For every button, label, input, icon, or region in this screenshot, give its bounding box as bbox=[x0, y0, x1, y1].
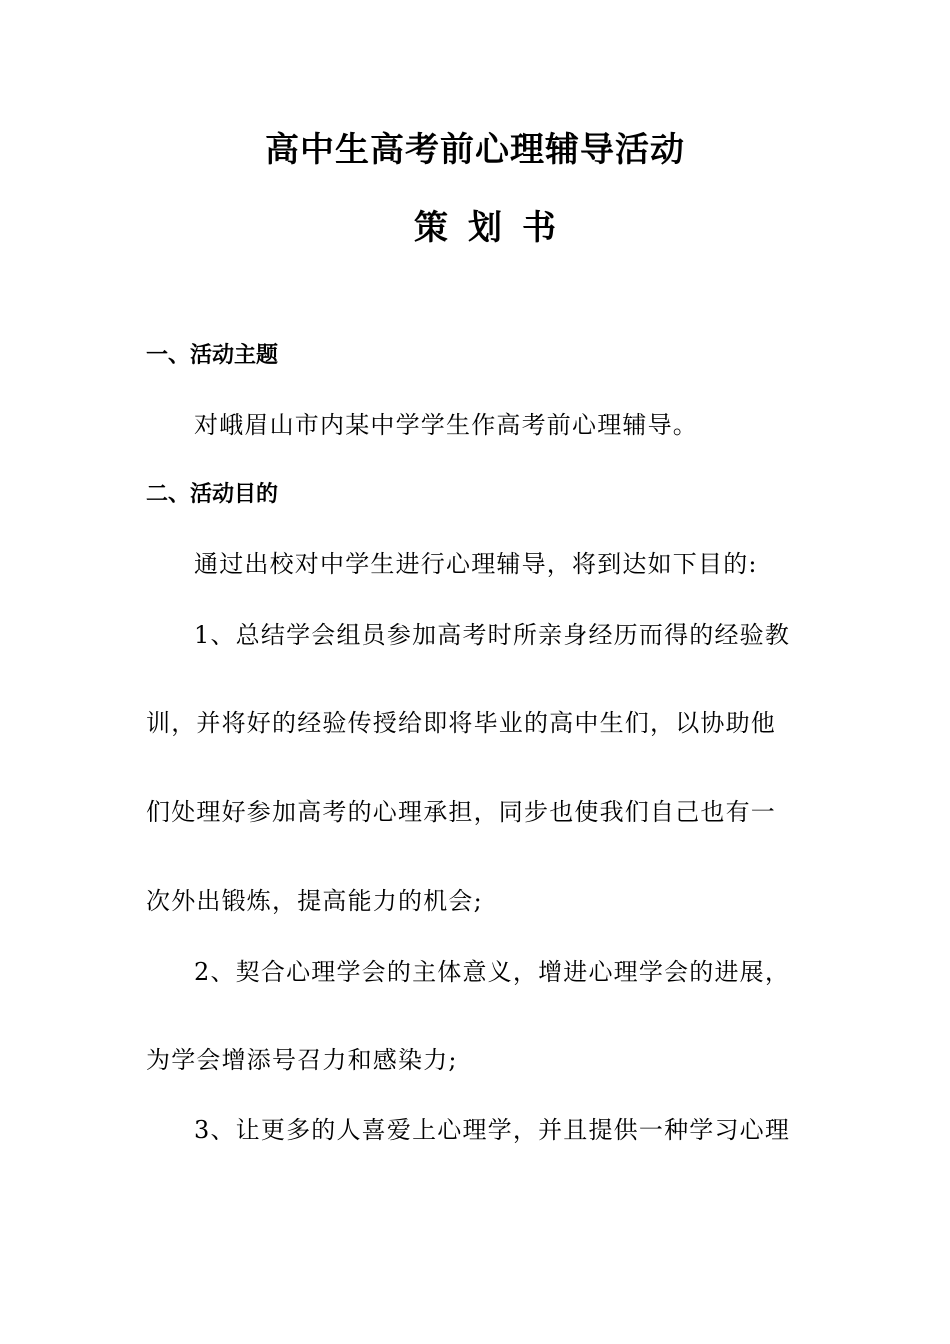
paragraph-line: 2、契合心理学会的主体意义，增进心理学会的进展， bbox=[194, 958, 791, 986]
paragraph-line: 1、总结学会组员参加高考时所亲身经历而得的经验教 bbox=[194, 621, 791, 649]
section-heading-theme: 一、活动主题 bbox=[146, 343, 279, 368]
paragraph-line: 们处理好参加高考的心理承担，同步也使我们自己也有一 bbox=[146, 798, 776, 826]
paragraph-line: 3、让更多的人喜爱上心理学，并且提供一种学习心理 bbox=[194, 1116, 791, 1144]
document-subtitle: 策划书 bbox=[414, 208, 576, 248]
section-heading-purpose: 二、活动目的 bbox=[146, 482, 279, 507]
paragraph-line: 训，并将好的经验传授给即将毕业的高中生们，以协助他 bbox=[146, 709, 776, 737]
paragraph-line: 通过出校对中学生进行心理辅导，将到达如下目的: bbox=[194, 550, 758, 578]
paragraph-line: 次外出锻炼，提高能力的机会; bbox=[146, 887, 483, 915]
paragraph-line: 对峨眉山市内某中学学生作高考前心理辅导。 bbox=[194, 411, 698, 439]
document-title: 高中生高考前心理辅导活动 bbox=[265, 130, 685, 170]
paragraph-line: 为学会增添号召力和感染力; bbox=[146, 1046, 458, 1074]
